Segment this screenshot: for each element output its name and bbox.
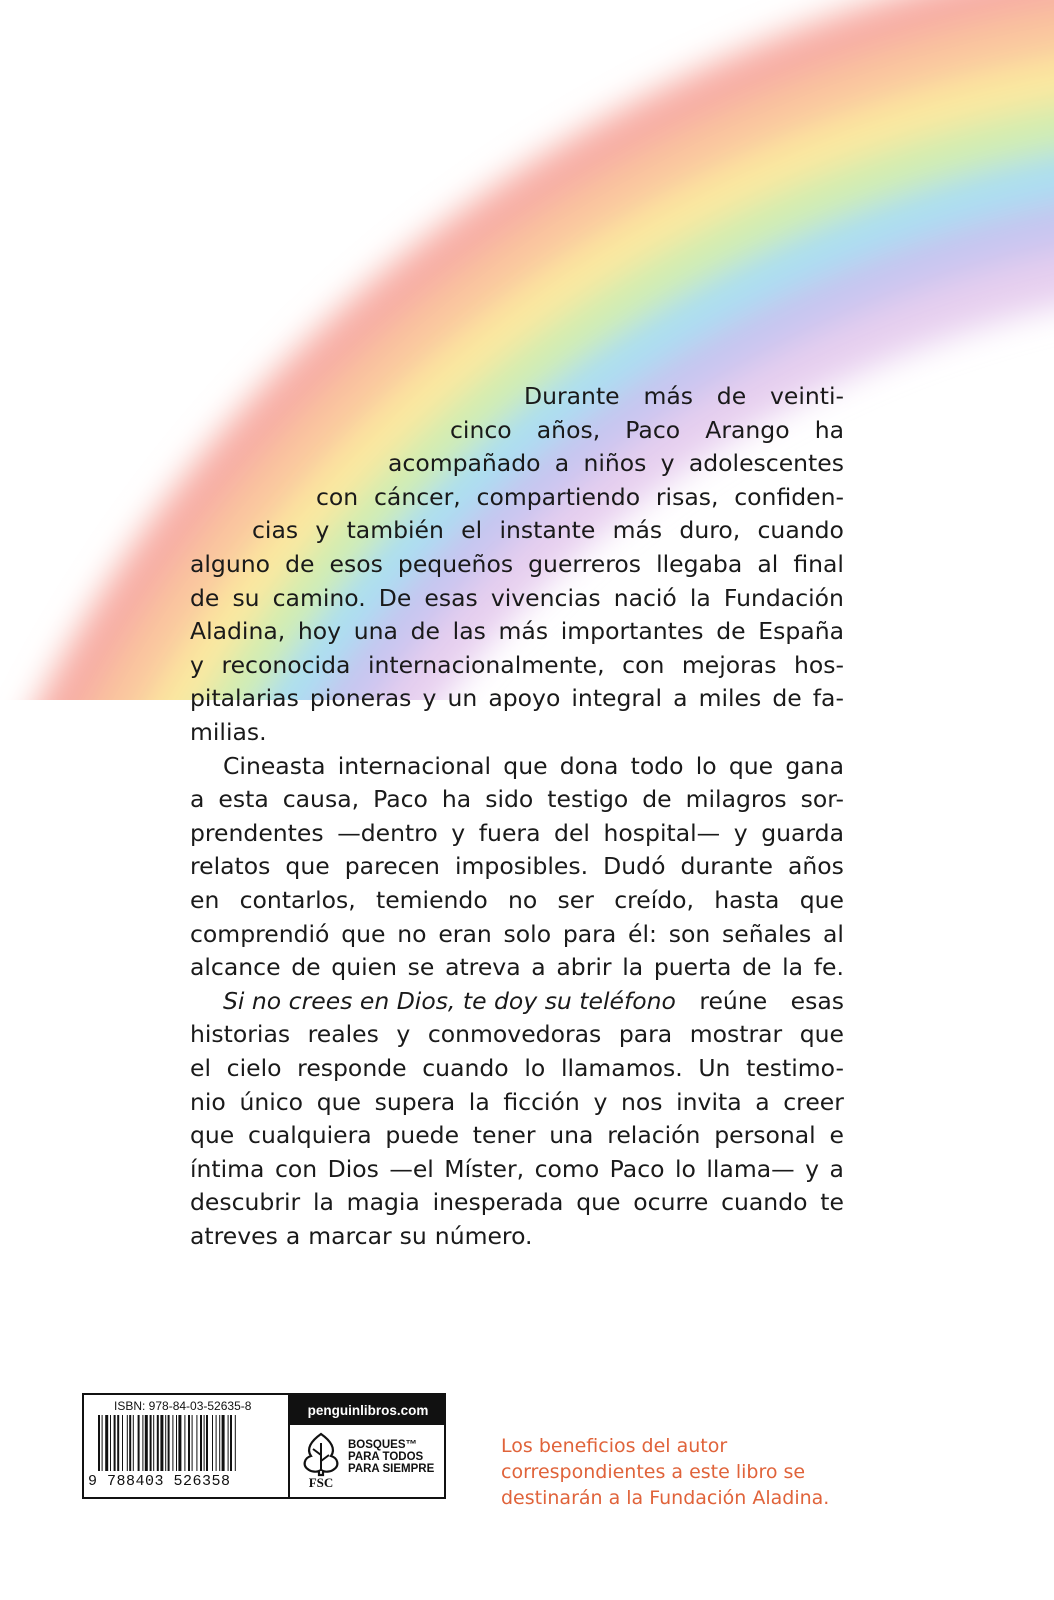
blurb-word: de xyxy=(772,684,802,713)
blurb-word: responde xyxy=(297,1054,407,1082)
blurb-word: con xyxy=(316,482,359,511)
blurb-word: Aladina, xyxy=(190,617,286,646)
blurb-word: conmovedoras xyxy=(427,1020,602,1049)
blurb-word: integral xyxy=(571,684,663,713)
barcode-bar xyxy=(192,1415,193,1471)
blurb-word: gana xyxy=(785,751,844,780)
blurb-word: de xyxy=(291,953,321,982)
barcode-bar xyxy=(168,1415,170,1471)
blurb-word: magia xyxy=(346,1188,420,1217)
blurb-line xyxy=(190,920,844,948)
blurb-word: al xyxy=(823,919,844,948)
blurb-word: y xyxy=(805,1154,820,1183)
blurb-word: llamamos. xyxy=(560,1054,683,1082)
blurb-word: ocurre xyxy=(633,1188,709,1217)
barcode-bar xyxy=(200,1415,202,1471)
author-benefits-note xyxy=(501,1433,881,1511)
blurb-word: Cineasta xyxy=(223,751,326,780)
blurb-word: para xyxy=(562,919,617,948)
blurb-word: risas, xyxy=(655,482,719,511)
blurb-line xyxy=(388,449,844,477)
blurb-word: años, xyxy=(536,415,601,444)
blurb-word: cualquiera xyxy=(248,1121,372,1150)
fsc-line: PARA TODOS xyxy=(348,1451,424,1463)
blurb-word: el xyxy=(461,516,483,545)
blurb-line xyxy=(190,852,844,880)
blurb-word: historias xyxy=(190,1020,291,1049)
barcode-bar xyxy=(110,1415,111,1471)
blurb-word: las xyxy=(452,617,486,646)
blurb-line xyxy=(190,1222,844,1250)
blurb-word: de xyxy=(716,617,746,646)
blurb-word: a xyxy=(285,1222,301,1250)
blurb-word: internacionalmente, xyxy=(367,650,605,679)
blurb-word: creído, xyxy=(614,886,695,914)
benefits-line: destinarán a la Fundación Aladina. xyxy=(501,1487,830,1509)
blurb-word: hasta xyxy=(714,886,780,914)
blurb-word: compartiendo xyxy=(476,482,641,511)
blurb-word: dona xyxy=(559,751,619,780)
isbn-label: ISBN: 978-84-03-52635-8 xyxy=(114,1399,252,1413)
blurb-word: a xyxy=(829,1154,844,1183)
blurb-word: una xyxy=(353,617,398,646)
blurb-word: cuando xyxy=(757,516,844,545)
barcode-bar xyxy=(98,1415,100,1471)
barcode-digits: 9 788403 526358 xyxy=(88,1473,231,1490)
blurb-word: que xyxy=(285,852,330,881)
blurb-word: a xyxy=(190,785,205,814)
blurb-word: —el xyxy=(389,1154,434,1183)
blurb-word: miles xyxy=(698,684,762,713)
blurb-word: milias. xyxy=(190,718,267,746)
blurb-word: testimo- xyxy=(746,1054,844,1082)
blurb-word: también xyxy=(346,516,444,545)
blurb-word: lo xyxy=(695,751,717,780)
blurb-line xyxy=(190,651,844,679)
blurb-word: y xyxy=(451,818,466,847)
blurb-word: cuando xyxy=(721,1188,808,1217)
blurb-word: instante xyxy=(499,516,596,545)
blurb-word: mostrar xyxy=(689,1020,783,1049)
blurb-word: su xyxy=(232,583,260,612)
blurb-word: alcance xyxy=(190,953,281,982)
fsc-tree-icon xyxy=(298,1431,344,1489)
blurb-word: internacional xyxy=(337,751,492,780)
barcode-bar xyxy=(184,1415,185,1471)
blurb-word: fuera xyxy=(478,818,541,847)
blurb-word: camino. xyxy=(272,583,366,612)
fsc-line: PARA SIEMPRE xyxy=(348,1463,435,1475)
blurb-word: final xyxy=(793,550,844,578)
blurb-word: eran xyxy=(438,919,492,948)
blurb-line xyxy=(190,1188,844,1216)
barcode-bar xyxy=(150,1415,152,1471)
blurb-word: y xyxy=(593,1087,608,1116)
blurb-word: sor- xyxy=(800,785,844,814)
blurb-word: en xyxy=(190,886,220,914)
blurb-word: reales xyxy=(307,1020,379,1049)
blurb-word: solo xyxy=(503,919,552,948)
book-title-text: Si no crees en Dios, te doy su teléfono xyxy=(223,986,676,1015)
benefits-line: Los beneficios del autor xyxy=(501,1435,728,1457)
blurb-word: único xyxy=(239,1087,304,1116)
blurb-word: de xyxy=(716,382,747,410)
blurb-word: íntima xyxy=(190,1154,265,1183)
blurb-word: Paco xyxy=(609,1154,665,1183)
blurb-word: se xyxy=(407,953,435,982)
blurb-line xyxy=(190,1020,844,1048)
blurb-word: y xyxy=(315,516,330,545)
blurb-word: y xyxy=(660,449,675,478)
blurb-word: —dentro xyxy=(337,818,438,847)
blurb-word: fe. xyxy=(813,953,844,982)
blurb-word: Dudó xyxy=(603,852,666,881)
blurb-word: que xyxy=(728,751,774,780)
blurb-line xyxy=(190,953,844,981)
blurb-word: cuando xyxy=(422,1054,509,1082)
blurb-word: inesperada xyxy=(432,1188,564,1217)
blurb-word: la xyxy=(312,1188,334,1217)
publisher-website: penguinlibros.com xyxy=(290,1395,446,1425)
blurb-word: Dios xyxy=(327,1154,379,1183)
barcode-bar xyxy=(178,1415,181,1471)
blurb-line xyxy=(190,1054,844,1082)
blurb-word: a xyxy=(531,953,546,982)
blurb-word: la xyxy=(689,583,711,612)
barcode-bar xyxy=(102,1415,103,1471)
blurb-word: de xyxy=(190,583,220,612)
blurb-word: que xyxy=(341,919,386,948)
blurb-word: imposibles. xyxy=(455,852,589,881)
blurb-word: te xyxy=(820,1188,844,1217)
blurb-line xyxy=(190,1155,844,1183)
blurb-word: Fundación xyxy=(723,583,844,612)
blurb-word: fa- xyxy=(812,684,844,713)
blurb-line xyxy=(450,416,844,444)
blurb-word: lo xyxy=(674,1154,696,1183)
barcode-bar xyxy=(145,1415,148,1471)
barcode-bar xyxy=(188,1415,190,1471)
blurb-word: confiden- xyxy=(734,482,844,511)
blurb-word: durante xyxy=(680,852,773,881)
blurb-word: Paco xyxy=(625,415,681,444)
blurb-word: Un xyxy=(698,1054,731,1082)
blurb-word: marcar xyxy=(308,1222,392,1250)
blurb-word: la xyxy=(782,953,804,982)
barcode-bar xyxy=(172,1415,173,1471)
blurb-word: que xyxy=(799,886,844,914)
barcode-bar xyxy=(230,1415,232,1471)
barcode-bar xyxy=(129,1415,131,1471)
blurb-word: reconocida xyxy=(221,650,351,679)
blurb-word: adolescentes xyxy=(688,449,844,478)
blurb-word: Durante xyxy=(524,382,620,410)
blurb-word: relación xyxy=(607,1121,701,1150)
barcode-bar xyxy=(228,1415,229,1471)
blurb-line xyxy=(252,516,844,544)
blurb-word: guarda xyxy=(761,818,844,847)
barcode-bar xyxy=(176,1415,177,1471)
blurb-word: pequeños xyxy=(397,550,514,578)
blurb-line xyxy=(190,785,844,813)
blurb-word: supera xyxy=(374,1087,456,1116)
blurb-line xyxy=(316,483,844,511)
blurb-word: testigo xyxy=(547,785,629,814)
blurb-word: cias xyxy=(252,516,299,545)
blurb-word: son xyxy=(668,919,711,948)
blurb-word: atreves xyxy=(190,1222,278,1250)
blurb-word: parecen xyxy=(344,852,440,881)
blurb-word: pioneras xyxy=(309,684,412,713)
blurb-line xyxy=(190,617,844,645)
blurb-line xyxy=(190,684,844,712)
blurb-word: el xyxy=(190,1054,211,1082)
blurb-word: él: xyxy=(628,919,657,948)
blurb-word: alguno xyxy=(190,550,271,578)
barcode-bar xyxy=(133,1415,134,1471)
barcode-bar xyxy=(127,1415,128,1471)
barcode-bar xyxy=(114,1415,116,1471)
blurb-word: descubrir xyxy=(190,1188,301,1217)
blurb-word: llegaba xyxy=(656,550,743,578)
blurb-word: la xyxy=(468,1087,490,1116)
blurb-word: hoy xyxy=(297,617,342,646)
barcode-bar xyxy=(212,1415,213,1471)
blurb-word: esos xyxy=(329,550,383,578)
barcode-icon xyxy=(98,1415,274,1471)
blurb-word: más xyxy=(643,382,693,410)
blurb-word: y xyxy=(733,818,748,847)
blurb-word: sido xyxy=(485,785,534,814)
blurb-word: para xyxy=(618,1020,673,1049)
barcode-bar xyxy=(235,1415,236,1471)
blurb-word: todo xyxy=(630,751,684,780)
blurb-word: más xyxy=(612,516,663,545)
blurb-word: quien xyxy=(331,953,397,982)
blurb-word: nio xyxy=(190,1087,226,1116)
blurb-word: que xyxy=(799,1020,844,1049)
barcode-bar xyxy=(153,1415,154,1471)
blurb-word: como xyxy=(534,1154,600,1183)
blurb-word: Arango xyxy=(705,415,790,444)
blurb-line xyxy=(190,718,844,746)
blurb-word: esas xyxy=(424,583,478,612)
blurb-word: niños xyxy=(583,449,647,478)
blurb-line xyxy=(190,550,844,578)
blurb-word: esas xyxy=(790,986,844,1015)
fsc-slogan xyxy=(348,1439,434,1475)
barcode-bar xyxy=(160,1415,163,1471)
blurb-word: ser xyxy=(557,886,594,914)
blurb-line xyxy=(524,382,844,410)
blurb-word: personal xyxy=(714,1121,816,1150)
blurb-word: nació xyxy=(613,583,677,612)
blurb-word: a xyxy=(755,1087,770,1116)
blurb-word: de xyxy=(285,550,315,578)
blurb-line xyxy=(190,886,844,914)
blurb-word: su xyxy=(399,1222,427,1250)
blurb-line xyxy=(190,584,844,612)
blurb-word: de xyxy=(410,617,440,646)
blurb-word: e xyxy=(829,1121,844,1150)
blurb-word: relatos xyxy=(190,852,271,881)
blurb-word: España xyxy=(758,617,844,646)
barcode-bar xyxy=(222,1415,225,1471)
blurb-word: a xyxy=(554,449,570,478)
blurb-word: pitalarias xyxy=(190,684,299,713)
blurb-word: una xyxy=(549,1121,594,1150)
blurb-word: vivencias xyxy=(490,583,601,612)
blurb-word: tener xyxy=(472,1121,536,1150)
blurb-word: del xyxy=(554,818,590,847)
blurb-word: duro, xyxy=(679,516,741,545)
blurb-word: no xyxy=(508,886,538,914)
blurb-word: milagros xyxy=(685,785,787,814)
blurb-word: guerreros xyxy=(528,550,642,578)
blurb-word: más xyxy=(498,617,549,646)
benefits-line: correspondientes a este libro se xyxy=(501,1461,806,1483)
blurb-word: comprendió xyxy=(190,919,330,948)
blurb-word: esta xyxy=(218,785,269,814)
barcode-bar xyxy=(219,1415,220,1471)
blurb-word: veinti- xyxy=(769,382,844,410)
blurb-word: años xyxy=(788,852,844,881)
blurb-word: que xyxy=(576,1188,621,1217)
barcode-bar xyxy=(138,1415,140,1471)
blurb-word: lo xyxy=(524,1054,546,1082)
blurb-word: al xyxy=(757,550,779,578)
blurb-word: de xyxy=(742,953,772,982)
blurb-word: la xyxy=(622,953,644,982)
barcode-bar xyxy=(105,1415,108,1471)
barcode-bar xyxy=(157,1415,159,1471)
blurb-word: causa, xyxy=(282,785,360,814)
blurb-word: con xyxy=(622,650,665,679)
blurb-word: importantes xyxy=(560,617,704,646)
fsc-line: BOSQUES™ xyxy=(348,1439,418,1451)
blurb-word: de xyxy=(642,785,672,814)
blurb-word: y xyxy=(396,1020,411,1049)
blurb-word: que xyxy=(190,1121,235,1150)
blurb-word: mejoras xyxy=(681,650,777,679)
blurb-word: ha xyxy=(814,415,844,444)
blurb-word: número. xyxy=(434,1222,533,1250)
blurb-line xyxy=(190,1088,844,1116)
blurb-word: que xyxy=(316,1087,361,1116)
blurb-word: cielo xyxy=(226,1054,282,1082)
blurb-word: y xyxy=(190,650,204,679)
blurb-line xyxy=(223,987,844,1015)
fsc-mark: FSC xyxy=(308,1475,334,1489)
blurb-word: creer xyxy=(783,1087,844,1116)
blurb-word: que xyxy=(503,751,548,780)
blurb-word: nos xyxy=(620,1087,663,1116)
blurb-word: ha xyxy=(441,785,472,814)
blurb-word: no xyxy=(397,919,427,948)
blurb-word: a xyxy=(673,684,688,713)
blurb-word: invita xyxy=(676,1087,742,1116)
blurb-line xyxy=(223,752,844,780)
blurb-word: Paco xyxy=(373,785,428,814)
blurb-word: cinco xyxy=(450,415,512,444)
blurb-word: llama— xyxy=(706,1154,795,1183)
blurb-word: prendentes xyxy=(190,818,324,847)
barcode-box xyxy=(82,1393,446,1499)
blurb-word: Míster, xyxy=(444,1154,525,1183)
barcode-bar xyxy=(206,1415,208,1471)
blurb-word: cáncer, xyxy=(374,482,461,511)
barcode-bar xyxy=(142,1415,143,1471)
blurb-word: abrir xyxy=(556,953,612,982)
blurb-word: atreva xyxy=(445,953,521,982)
barcode-bar xyxy=(117,1415,119,1471)
barcode-bar xyxy=(204,1415,205,1471)
barcode-bar xyxy=(165,1415,166,1471)
blurb-word: apoyo xyxy=(488,684,561,713)
barcode-bar xyxy=(216,1415,217,1471)
isbn-block xyxy=(84,1395,290,1497)
blurb-word: ficción xyxy=(503,1087,580,1116)
blurb-word: puede xyxy=(385,1121,460,1150)
blurb-word: reúne xyxy=(699,986,768,1015)
blurb-word: hospital— xyxy=(603,818,721,847)
blurb-word: contarlos, xyxy=(239,886,356,914)
blurb-word: temiendo xyxy=(375,886,488,914)
blurb-word: De xyxy=(378,583,412,612)
blurb-word: señales xyxy=(722,919,812,948)
blurb-word: acompañado xyxy=(388,449,541,478)
barcode-bar xyxy=(122,1415,123,1471)
blurb-line xyxy=(190,819,844,847)
blurb-word: un xyxy=(447,684,478,713)
blurb-word: y xyxy=(422,684,437,713)
blurb-word: puerta xyxy=(653,953,732,982)
barcode-bar xyxy=(196,1415,197,1471)
blurb-line xyxy=(190,1121,844,1149)
blurb-word: hos- xyxy=(793,650,844,679)
blurb-word: con xyxy=(274,1154,318,1183)
